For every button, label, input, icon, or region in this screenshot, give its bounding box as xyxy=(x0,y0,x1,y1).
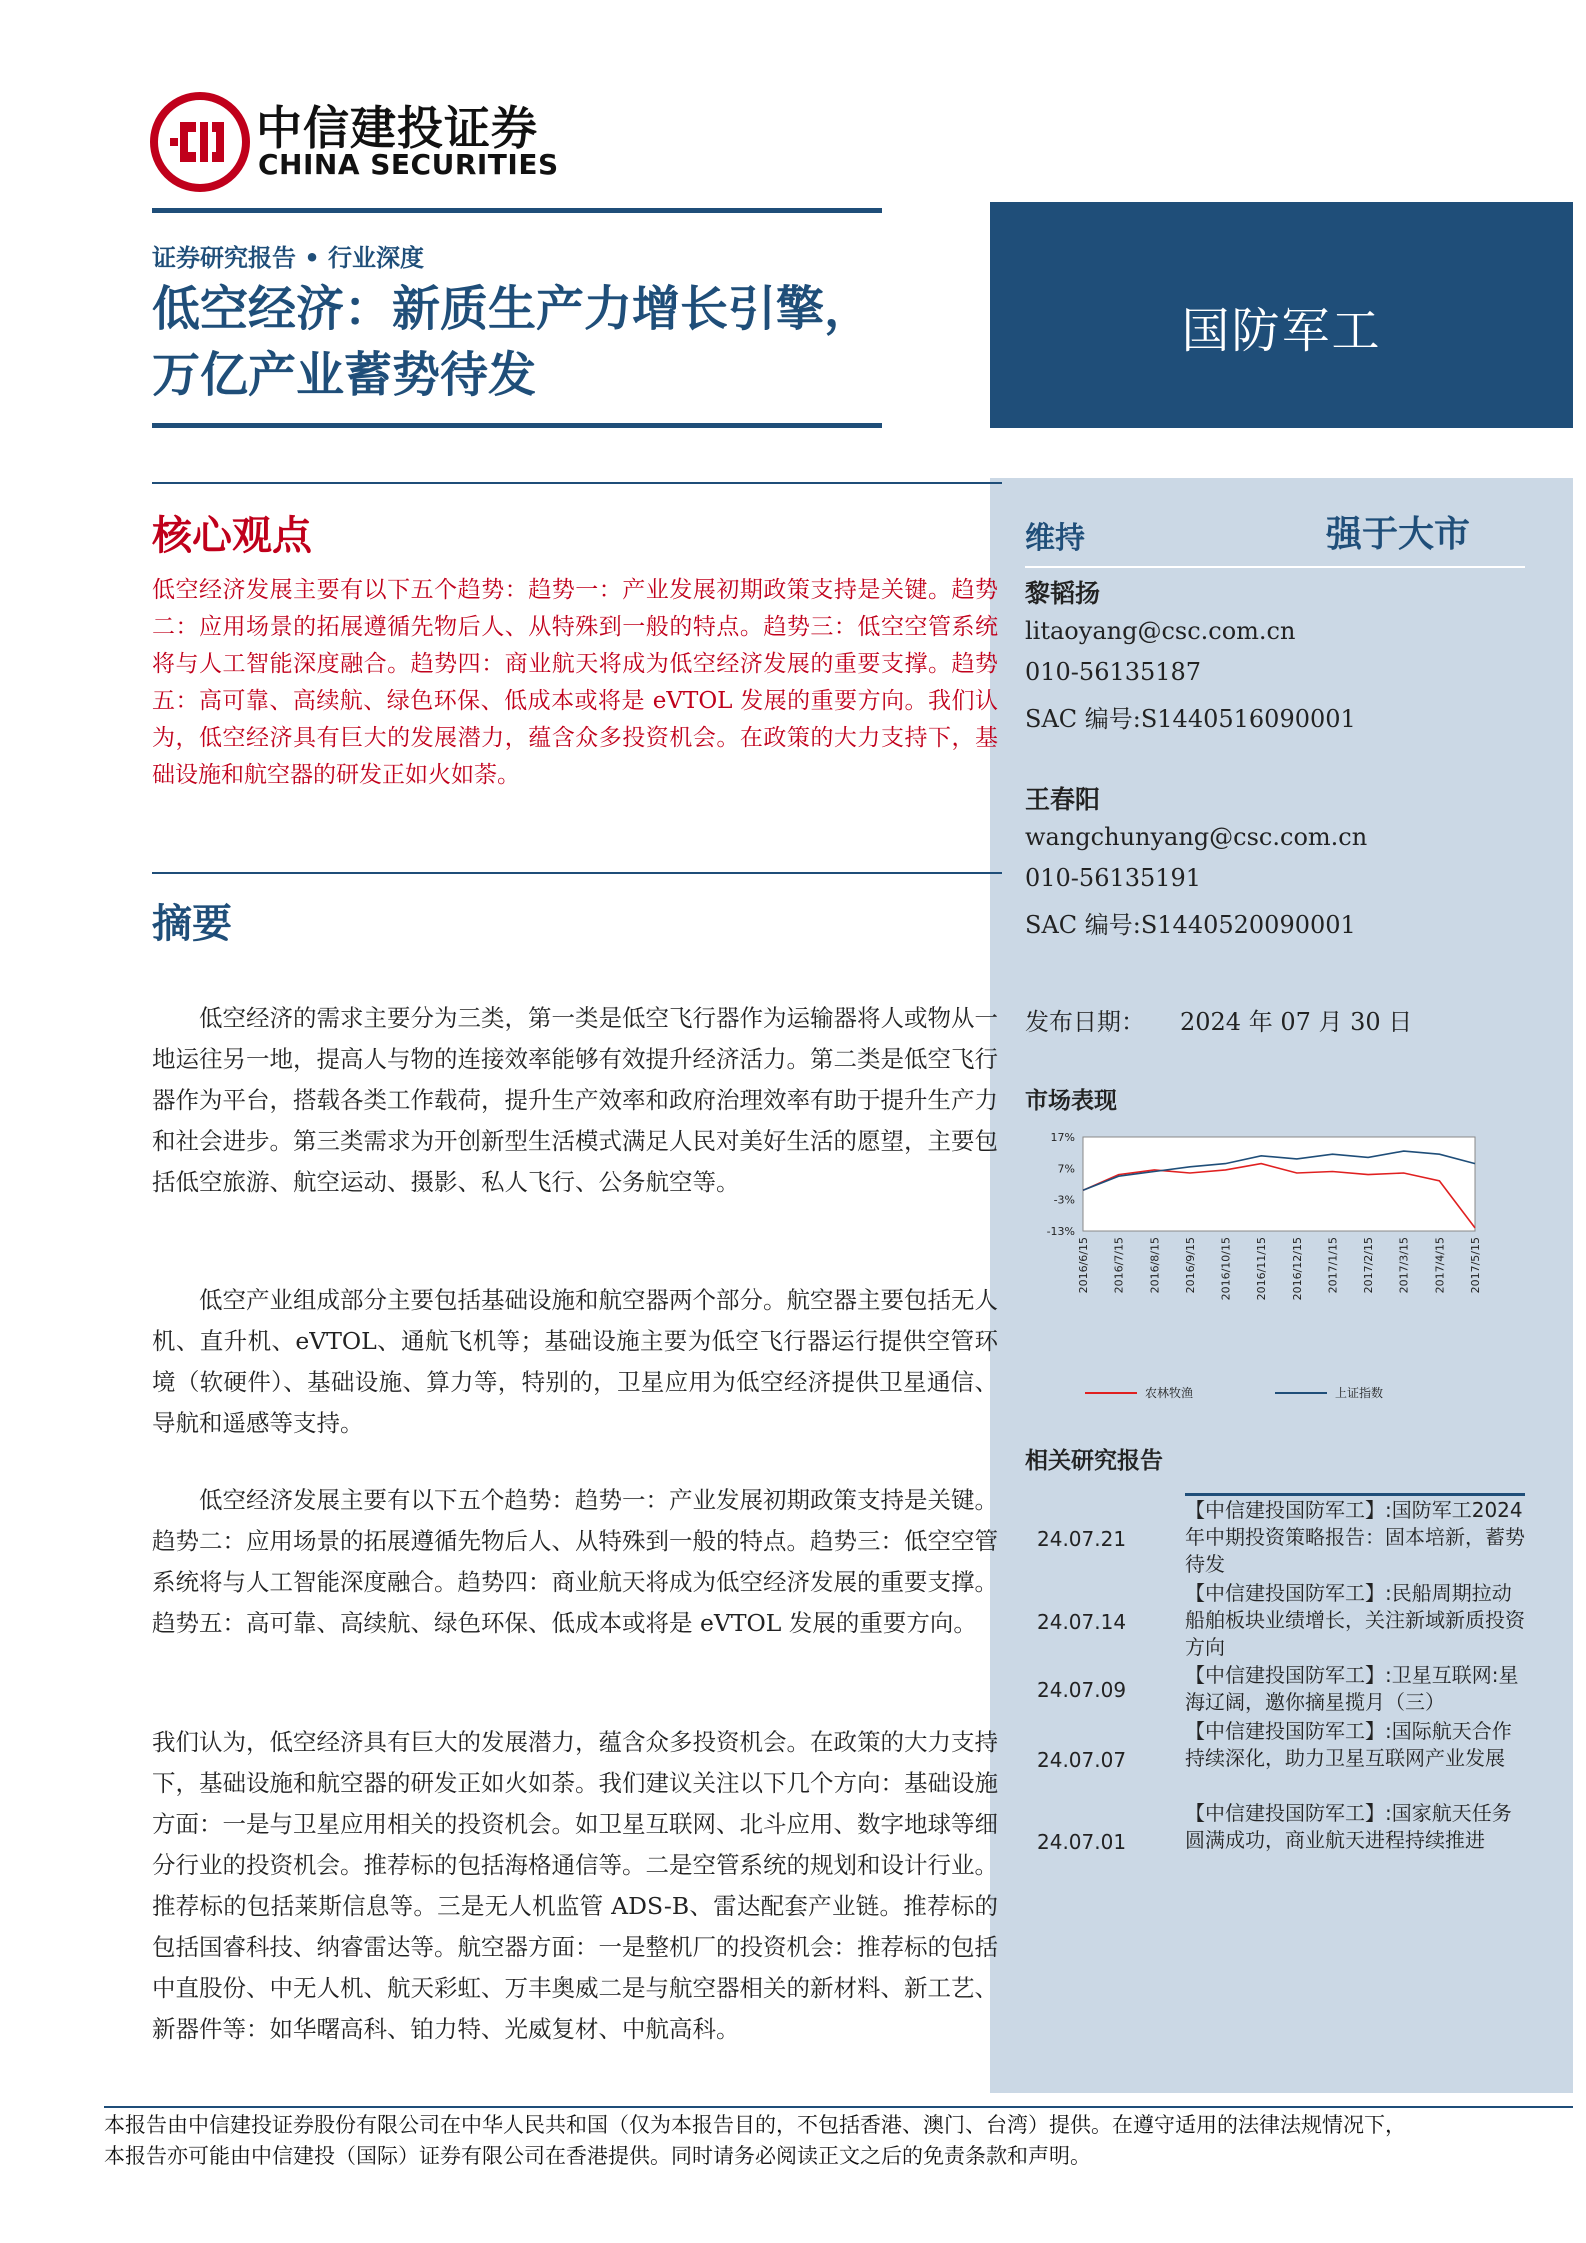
x-tick-label: 2017/2/15 xyxy=(1362,1237,1376,1294)
related-date: 24.07.07 xyxy=(1037,1748,1127,1772)
x-tick-label: 2016/11/15 xyxy=(1255,1237,1269,1301)
related-report-link[interactable]: 【中信建投国防军工】:民船周期拉动船舶板块业绩增长，关注新域新质投资方向 xyxy=(1185,1581,1525,1659)
report-type: 证券研究报告 • 行业深度 xyxy=(152,244,425,272)
footer-line-1: 本报告由中信建投证券股份有限公司在中华人民共和国（仅为本报告目的，不包括香港、澳门、台湾）提供。在遵守适用的法律法规情况下， xyxy=(104,2113,1406,2137)
footer-rule xyxy=(104,2106,1573,2108)
logo-name-en: CHINA SECURITIES xyxy=(258,148,559,181)
x-tick-label: 2016/7/15 xyxy=(1112,1237,1126,1294)
related-date: 24.07.09 xyxy=(1037,1678,1127,1702)
x-tick-label: 2016/10/15 xyxy=(1219,1237,1233,1301)
market-performance-chart xyxy=(1025,1125,1495,1405)
report-title-line-1: 低空经济：新质生产力增长引擎， xyxy=(152,281,873,337)
legend-label: 农林牧渔 xyxy=(1145,1386,1194,1400)
y-tick-label: -13% xyxy=(1046,1225,1075,1238)
rating-maintain: 维持 xyxy=(1025,521,1085,556)
report-title-line-2: 万亿产业蓄势待发 xyxy=(152,347,537,403)
core-heading: 核心观点 xyxy=(152,513,312,559)
citic-logo-icon xyxy=(150,92,250,192)
footer-line-2: 本报告亦可能由中信建投（国际）证券有限公司在香港提供。同时请务必阅读正文之后的免责条款和声明。 xyxy=(104,2144,1091,2168)
report-title xyxy=(152,276,912,408)
analyst-2-email[interactable]: wangchunyang@csc.com.cn xyxy=(1025,823,1368,851)
summary-paragraph-3: 低空经济发展主要有以下五个趋势：趋势一：产业发展初期政策支持是关键。趋势二：应用场景的拓展遵循先物后人、从特殊到一般的特点。趋势三：低空空管系统将与人工智能深度融合。趋势四：商业航天将成为低空经济发展的重要支撑。趋势五：高可靠、高续航、绿色环保、低成本或将是 eVTOL 发展的重要方向。 xyxy=(152,1486,998,1637)
core-top-rule xyxy=(152,482,1002,484)
analyst-1-email[interactable]: litaoyang@csc.com.cn xyxy=(1025,617,1296,645)
footer-disclaimer xyxy=(104,2110,1584,2172)
x-tick-label: 2016/12/15 xyxy=(1290,1237,1304,1301)
summary-paragraph-2: 低空产业组成部分主要包括基础设施和航空器两个部分。航空器主要包括无人机、直升机、eVTOL、通航飞机等；基础设施主要为低空飞行器运行提供空管环境（软硬件）、基础设施、算力等，特别的，卫星应用为低空经济提供卫星通信、导航和遥感等支持。 xyxy=(152,1286,998,1437)
rating-rule xyxy=(1025,566,1525,568)
x-tick-label: 2016/6/15 xyxy=(1077,1237,1090,1294)
x-tick-label: 2016/8/15 xyxy=(1148,1237,1162,1294)
y-tick-label: 7% xyxy=(1057,1162,1075,1176)
summary-paragraph-4: 我们认为，低空经济具有巨大的发展潜力，蕴含众多投资机会。在政策的大力支持下，基础设施和航空器的研发正如火如荼。我们建议关注以下几个方向：基础设施方面：一是与卫星应用相关的投资机会。如卫星互联网、北斗应用、数字地球等细分行业的投资机会。推荐标的包括海格通信等。二是空管系统的规划和设计行业。推荐标的包括莱斯信息等。三是无人机监管 ADS-B、雷达配套产业链。推荐标的包括国睿科技、纳睿雷达等。航空器方面：一是整机厂的投资机会：推荐标的包括中直股份、中无人机、航天彩虹、万丰奥威二是与航空器相关的新材料、新工艺、新器件等：如华曙高科、铂力特、光威复材、中航高科。 xyxy=(152,1728,998,2043)
x-tick-label: 2017/5/15 xyxy=(1469,1237,1482,1294)
x-tick-label: 2016/9/15 xyxy=(1183,1237,1197,1294)
related-date: 24.07.01 xyxy=(1037,1830,1127,1854)
x-tick-label: 2017/3/15 xyxy=(1397,1237,1411,1294)
related-date: 24.07.14 xyxy=(1037,1610,1127,1634)
core-text: 低空经济发展主要有以下五个趋势：趋势一：产业发展初期政策支持是关键。趋势二：应用场景的拓展遵循先物后人、从特殊到一般的特点。趋势三：低空空管系统将与人工智能深度融合。趋势四：商业航天将成为低空经济发展的重要支撑。趋势五：高可靠、高续航、绿色环保、低成本或将是 eVTOL 发展的重要方向。我们认为，低空经济具有巨大的发展潜力，蕴含众多投资机会。在政策的大力支持下，基础设施和航空器的研发正如火如荼。 xyxy=(152,577,998,788)
related-report-link[interactable]: 【中信建投国防军工】:卫星互联网:星海辽阔，邀你摘星揽月（三） xyxy=(1185,1663,1519,1714)
summary-paragraph-1: 低空经济的需求主要分为三类，第一类是低空飞行器作为运输器将人或物从一地运往另一地，提高人与物的连接效率能够有效提升经济活力。第二类是低空飞行器作为平台，搭载各类工作载荷，提升生产效率和政府治理效率有助于提升生产力和社会进步。第三类需求为开创新型生活模式满足人民对美好生活的愿望，主要包括低空旅游、航空运动、摄影、私人飞行、公务航空等。 xyxy=(152,1004,998,1196)
related-date: 24.07.21 xyxy=(1037,1527,1127,1551)
header-bottom-rule xyxy=(152,423,882,428)
related-report-link[interactable]: 【中信建投国防军工】:国家航天任务圆满成功，商业航天进程持续推进 xyxy=(1185,1801,1512,1852)
market-performance-label: 市场表现 xyxy=(1025,1088,1117,1114)
related-report-link[interactable]: 【中信建投国防军工】:国防军工2024 年中期投资策略报告：固本培新，蓄势待发 xyxy=(1185,1498,1525,1576)
summary-heading: 摘要 xyxy=(152,901,232,947)
y-tick-label: -3% xyxy=(1053,1193,1075,1207)
related-report-link[interactable]: 【中信建投国防军工】:国际航天合作持续深化，助力卫星互联网产业发展 xyxy=(1185,1719,1512,1770)
x-tick-label: 2017/1/15 xyxy=(1326,1237,1340,1294)
analyst-2-name: 王春阳 xyxy=(1025,785,1101,814)
related-top-rule xyxy=(1185,1493,1525,1496)
publish-label: 发布日期： xyxy=(1025,1008,1145,1036)
analyst-1-name: 黎韬扬 xyxy=(1025,579,1101,608)
x-tick-label: 2017/4/15 xyxy=(1433,1237,1447,1294)
core-bottom-rule xyxy=(152,872,1002,874)
legend-label: 上证指数 xyxy=(1335,1386,1384,1400)
analyst-1-phone: 010-56135187 xyxy=(1025,658,1202,686)
related-heading: 相关研究报告 xyxy=(1025,1448,1163,1474)
analyst-2-phone: 010-56135191 xyxy=(1025,864,1202,892)
analyst-2-sac: SAC 编号:S1440520090001 xyxy=(1025,911,1356,939)
header-top-rule xyxy=(152,208,882,213)
y-tick-label: 17% xyxy=(1050,1131,1075,1144)
logo xyxy=(150,92,250,192)
logo-name-cn: 中信建投证券 xyxy=(256,101,538,155)
industry-label: 国防军工 xyxy=(1181,303,1382,359)
rating-value: 强于大市 xyxy=(1326,514,1471,555)
publish-date: 2024 年 07 月 30 日 xyxy=(1180,1008,1413,1036)
chart-plot-area xyxy=(1083,1137,1475,1231)
analyst-1-sac: SAC 编号:S1440516090001 xyxy=(1025,705,1356,733)
